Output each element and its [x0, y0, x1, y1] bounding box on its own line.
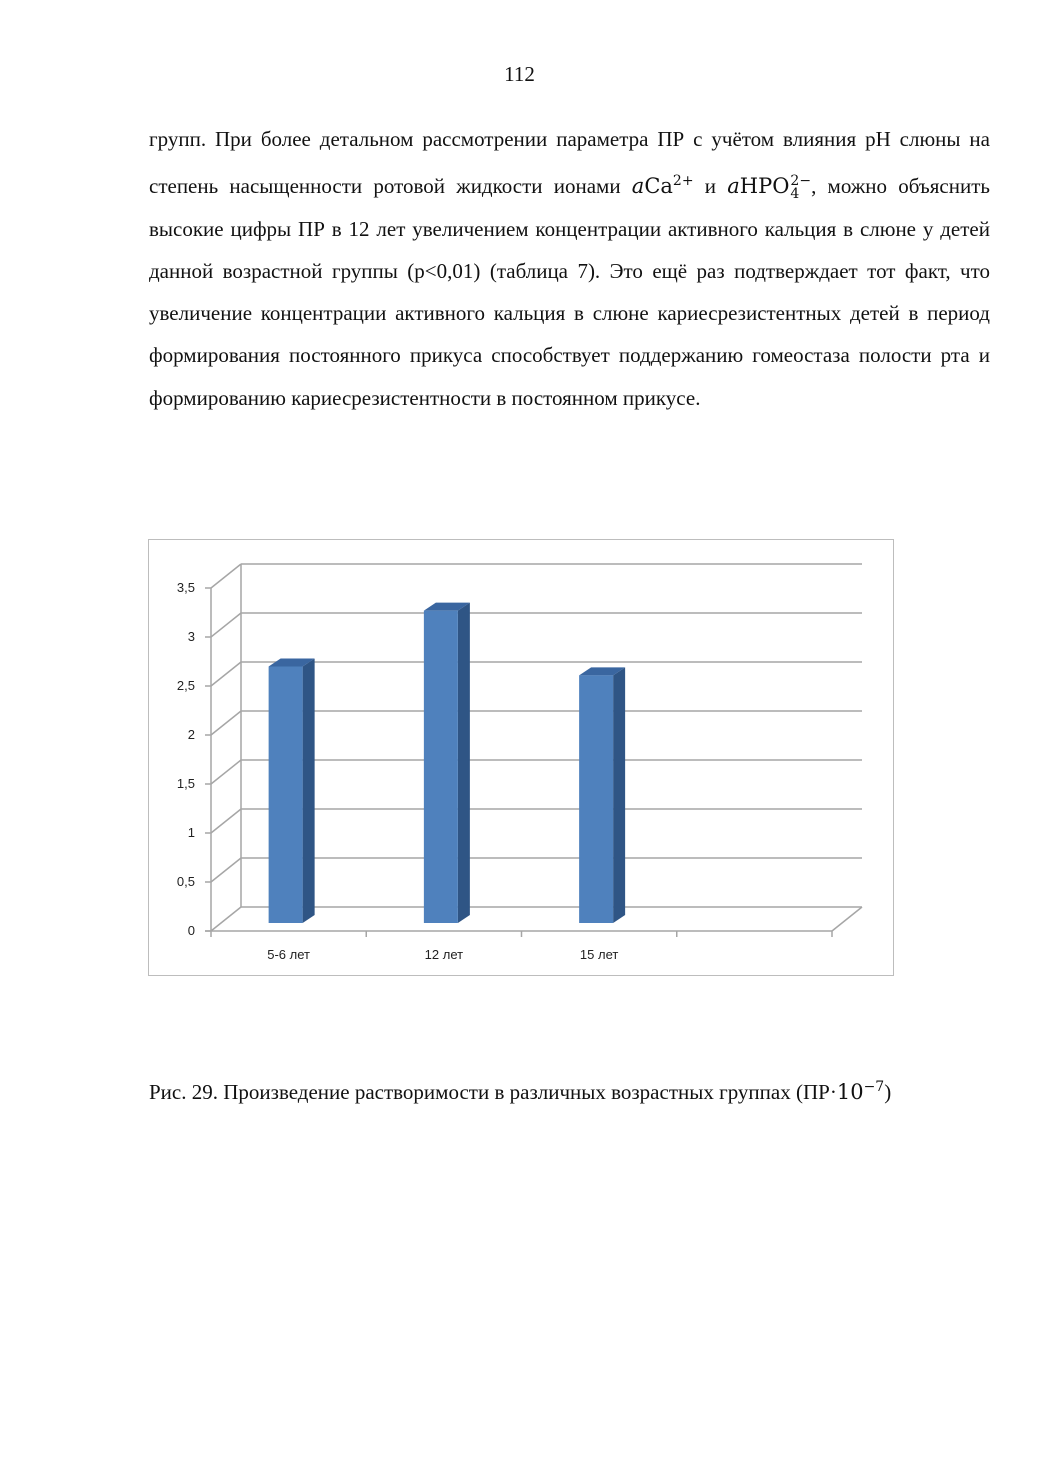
- x-tick-label: 15 лет: [579, 947, 619, 962]
- gridline-side: [211, 907, 241, 931]
- bar-side: [303, 659, 315, 924]
- gridline-side: [211, 809, 241, 833]
- paragraph-text-1: групп. При более детальном рассмотрении параметра ПР с учётом влияния pH слюны на степень насыщенности ротовой жидкости ионами: [149, 127, 990, 199]
- y-tick-label: 2,5: [176, 678, 195, 693]
- x-tick-label: 12 лет: [424, 947, 464, 962]
- y-tick-label: 1: [187, 825, 195, 840]
- bar: [579, 675, 613, 923]
- gridline-side: [211, 662, 241, 686]
- bar-side: [458, 603, 470, 923]
- ion-calcium: aCa$^{2+}$: [631, 173, 694, 199]
- bar-chart: [148, 539, 894, 976]
- paragraph-conjunction: и: [693, 174, 728, 199]
- y-tick-label: 1,5: [176, 776, 195, 791]
- bar-chart-canvas: [149, 540, 895, 977]
- gridline-side: [211, 564, 241, 588]
- figure-caption: [149, 1066, 990, 1113]
- gridline-side: [211, 858, 241, 882]
- gridline-side: [211, 760, 241, 784]
- x-tick-label: 5-6 лет: [267, 947, 310, 962]
- bar: [269, 667, 303, 924]
- bar: [424, 611, 458, 923]
- gridline-side: [211, 711, 241, 735]
- ion-hydrophosphate: aHPO 2− 4: [727, 172, 812, 202]
- y-tick-label: 3,5: [176, 580, 195, 595]
- body-paragraph: [149, 118, 990, 419]
- paragraph-text-2: , можно объяснить высокие цифры ПР в 12 лет увеличением концентрации активного кальция в слюне у детей данной возрастной группы (p<0,01) (таблица 7). Это ещё раз подтверждает тот факт, что увеличение концентрации активного кальция в слюне кариесрезистентных детей в период формирования постоянного прикуса способствует поддержанию гомеостаза полости рта и формированию кариесрезистентности в постоянном прикусе.: [149, 174, 990, 410]
- page-number: 112: [504, 62, 535, 86]
- y-tick-label: 0,5: [176, 874, 195, 889]
- caption-text: Рис. 29. Произведение растворимости в различных возрастных группах: [149, 1080, 796, 1104]
- y-tick-label: 2: [187, 727, 195, 742]
- gridline-side: [211, 613, 241, 637]
- caption-formula: $(ПР\cdot 10^{-7})$: [795, 1079, 892, 1104]
- floor-edge: [832, 907, 862, 931]
- bar-side: [613, 667, 625, 923]
- y-tick-label: 0: [187, 923, 195, 938]
- y-tick-label: 3: [187, 629, 195, 644]
